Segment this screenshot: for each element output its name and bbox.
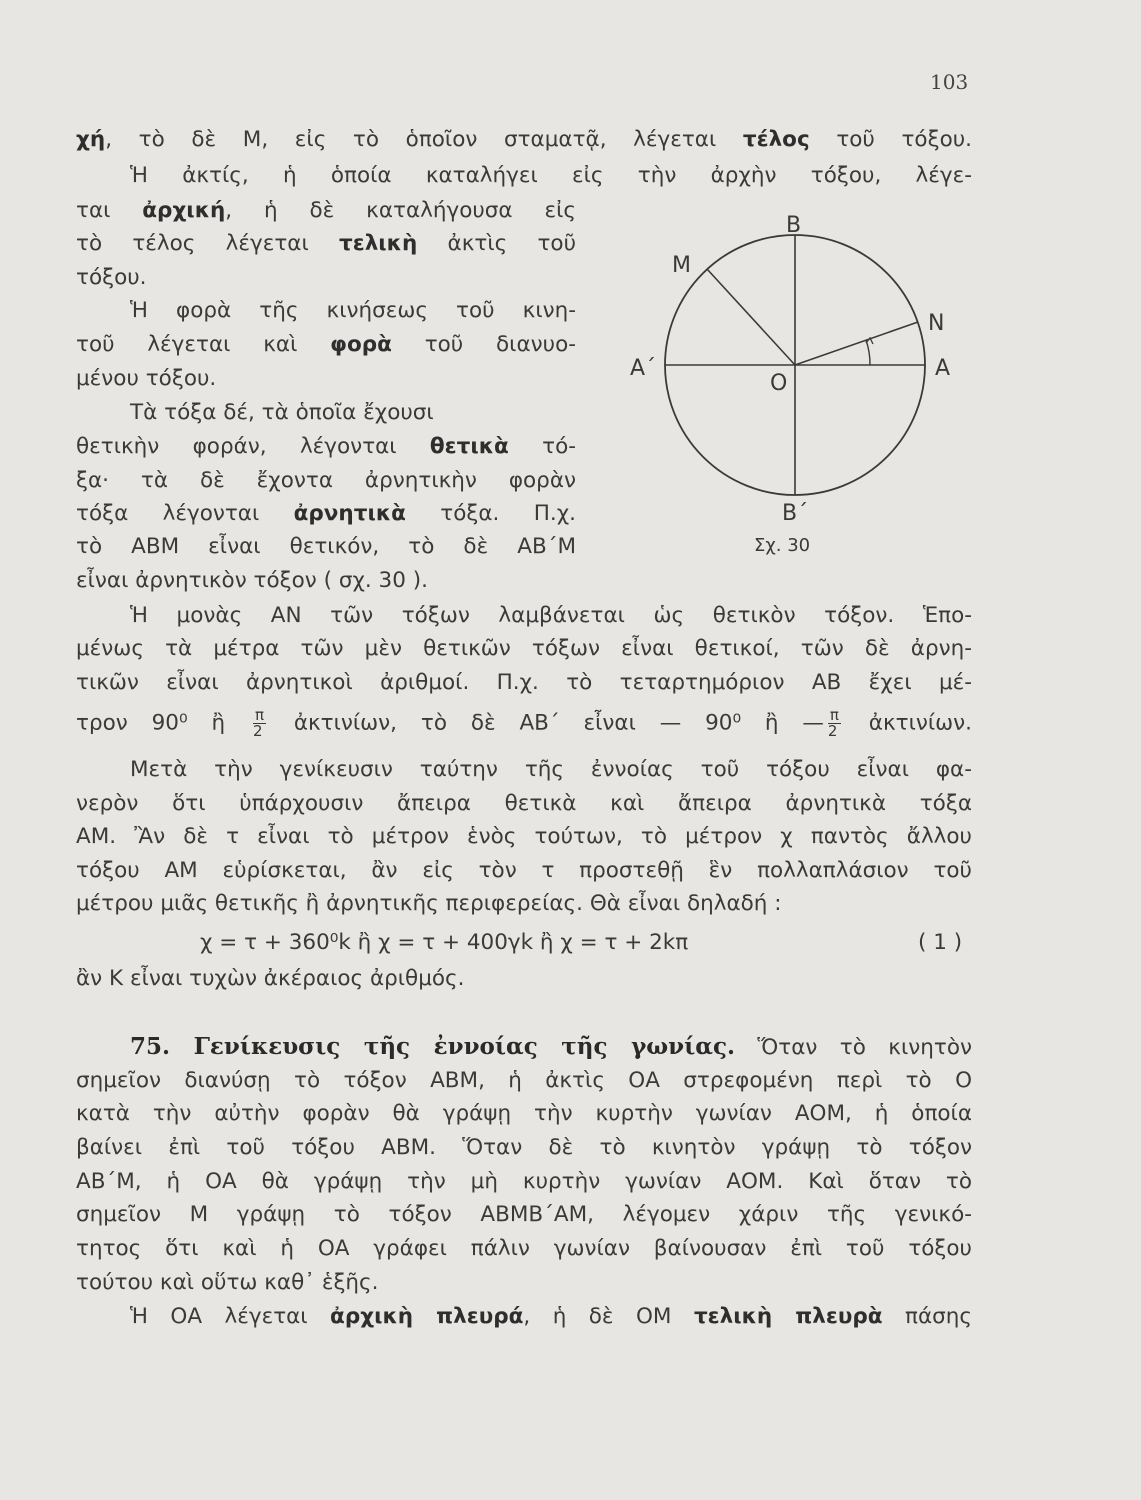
text-line xyxy=(130,398,434,428)
fraction xyxy=(253,708,266,739)
label-b-prime: B΄ xyxy=(782,501,809,526)
text-run: ἀκτὶς τοῦ xyxy=(417,231,577,256)
text-line xyxy=(76,432,576,462)
text-run: εἶναι ἀρνητικὸν τόξον ( σχ. 30 ). xyxy=(76,568,428,593)
text-line xyxy=(130,296,576,326)
label-n: N xyxy=(928,311,945,336)
label-a: A xyxy=(935,356,951,381)
label-o: O xyxy=(770,371,788,396)
fraction-numerator: π xyxy=(829,706,839,724)
text-line xyxy=(76,466,576,496)
text-run: Τὰ τόξα δέ, τὰ ὁποῖα ἔχουσι xyxy=(130,400,434,425)
text-line xyxy=(76,499,576,529)
text-run: τόξα λέγονται xyxy=(76,501,294,526)
text-run: Ἡ φορὰ τῆς κινήσεως τοῦ κινη- xyxy=(130,298,576,323)
text-run: , ἡ δὲ καταλήγουσα εἰς xyxy=(225,198,576,223)
text-run: Ἡ ΟΑ λέγεται xyxy=(130,1304,331,1329)
text-run: μένου τόξου. xyxy=(76,366,217,391)
text-line xyxy=(76,196,576,226)
text-line xyxy=(76,634,972,664)
text-line xyxy=(76,263,147,293)
text-run: σημεῖον Μ γράψῃ τὸ τόξον ΑΒΜΒ΄ΑΜ, λέγομεν χάριν τῆς γενικό- xyxy=(76,1202,972,1227)
angle-arc xyxy=(866,340,870,365)
text-line xyxy=(76,708,972,739)
text-run: Μετὰ τὴν γενίκευσιν ταύτην τῆς ἐννοίας τοῦ τόξου εἶναι φα- xyxy=(130,757,972,782)
text-run: τρον 90⁰ ἢ xyxy=(76,710,249,736)
bold-term: ἀρνητικὰ xyxy=(293,501,406,526)
text-line xyxy=(76,668,972,698)
label-m: M xyxy=(672,253,691,278)
text-run: νερὸν ὅτι ὑπάρχουσιν ἄπειρα θετικὰ καὶ ἄπειρα ἀρνητικὰ τόξα xyxy=(76,791,972,816)
figure-caption: Σχ. 30 xyxy=(754,535,811,556)
label-b: B xyxy=(786,213,802,238)
text-run: τόξα. Π.χ. xyxy=(405,501,576,526)
text-run: πάσης xyxy=(882,1304,973,1329)
fraction xyxy=(828,708,841,739)
text-line xyxy=(76,1099,972,1129)
text-run: χ = τ + 360⁰k ἢ χ = τ + 400γk ἢ χ = τ + 2kπ xyxy=(200,930,689,955)
bold-term: ἀρχική xyxy=(142,198,226,223)
page-number: 103 xyxy=(930,70,969,94)
text-run: τόξου. xyxy=(76,265,147,290)
bold-term: τελικὴ πλευρὰ xyxy=(693,1304,883,1329)
label-a-prime: A΄ xyxy=(630,356,657,381)
section-heading-line xyxy=(130,1032,972,1063)
text-run: τοῦ τόξου. xyxy=(809,127,972,152)
text-run: ΑΜ. Ἂν δὲ τ εἶναι τὸ μέτρον ἑνὸς τούτων, τὸ μέτρον χ παντὸς ἄλλου xyxy=(76,824,972,849)
text-line xyxy=(76,330,576,360)
text-run: τοῦ λέγεται καὶ xyxy=(76,332,331,357)
text-run: Ἡ ἀκτίς, ἡ ὁποία καταλήγει εἰς τὴν ἀρχὴν τόξου, λέγε- xyxy=(130,163,972,188)
text-line xyxy=(76,364,216,394)
text-run: τὸ ΑΒΜ εἶναι θετικόν, τὸ δὲ ΑΒ΄Μ xyxy=(76,534,576,559)
equation-number xyxy=(918,928,962,958)
text-run: σημεῖον διανύσῃ τὸ τόξον ΑΒΜ, ἡ ἀκτὶς ΟΑ στρεφομένη περὶ τὸ Ο xyxy=(76,1068,972,1093)
bold-term: τέλος xyxy=(742,127,810,152)
text-run: ται xyxy=(76,198,143,223)
text-run: μέτρου μιᾶς θετικῆς ἢ ἀρνητικῆς περιφερείας. Θὰ εἶναι δηλαδή : xyxy=(76,891,782,916)
text-run: , τὸ δὲ Μ, εἰς τὸ ὁποῖον σταματᾷ, λέγεται xyxy=(105,127,743,152)
text-run: τὸ τέλος λέγεται xyxy=(76,231,340,256)
text-run: τητος ὅτι καὶ ἡ ΟΑ γράφει πάλιν γωνίαν βαίνουσαν ἐπὶ τοῦ τόξου xyxy=(76,1236,972,1261)
text-run: τούτου καὶ οὕτω καθ᾽ ἑξῆς. xyxy=(76,1270,379,1295)
text-line xyxy=(76,1268,379,1298)
text-line xyxy=(76,822,972,852)
text-run: μένως τὰ μέτρα τῶν μὲν θετικῶν τόξων εἶναι θετικοί, τῶν δὲ ἀρνη- xyxy=(76,636,972,661)
text-line xyxy=(130,161,972,191)
text-line xyxy=(76,1167,972,1197)
text-run: βαίνει ἐπὶ τοῦ τόξου ΑΒΜ. Ὅταν δὲ τὸ κινητὸν γράψῃ τὸ τόξον xyxy=(76,1135,972,1160)
text-run: ξα· τὰ δὲ ἔχοντα ἀρνητικὴν φορὰν xyxy=(76,468,576,493)
text-run: ἀκτινίων. xyxy=(844,710,972,736)
text-line xyxy=(130,755,972,785)
text-line xyxy=(76,964,465,994)
text-line xyxy=(76,789,972,819)
text-line xyxy=(76,566,428,596)
text-run: , ἡ δὲ ΟΜ xyxy=(523,1304,694,1329)
text-run: Ὅταν τὸ κινητὸν xyxy=(734,1035,972,1060)
bold-term: θετικὰ xyxy=(429,434,509,459)
text-run: τικῶν εἶναι ἀρνητικοὶ ἀριθμοί. Π.χ. τὸ τεταρτημόριον ΑΒ ἔχει μέ- xyxy=(76,670,972,695)
text-line xyxy=(76,856,972,886)
text-line xyxy=(76,532,576,562)
radius-on xyxy=(795,322,918,365)
text-run: ἀκτινίων, τὸ δὲ ΑΒ΄ εἶναι — 90⁰ ἢ — xyxy=(269,710,824,736)
fraction-numerator: π xyxy=(254,706,264,724)
bold-term: ἀρχικὴ πλευρά xyxy=(330,1304,524,1329)
text-run: τοῦ διανυο- xyxy=(391,332,576,357)
text-line xyxy=(76,1133,972,1163)
text-line xyxy=(130,1302,972,1332)
formula-line xyxy=(200,928,688,958)
text-line xyxy=(130,601,972,631)
text-run: θετικὴν φοράν, λέγονται xyxy=(76,434,430,459)
text-line xyxy=(76,1066,972,1096)
fraction-denominator: 2 xyxy=(252,722,263,740)
section-heading: 75. Γενίκευσις τῆς ἐννοίας τῆς γωνίας. xyxy=(130,1033,735,1060)
radius-om xyxy=(707,269,795,365)
text-run: τό- xyxy=(508,434,576,459)
text-line xyxy=(76,889,781,919)
text-line xyxy=(76,229,576,259)
fraction-denominator: 2 xyxy=(827,722,838,740)
text-run: τόξου ΑΜ εὑρίσκεται, ἂν εἰς τὸν τ προστεθῇ ἓν πολλαπλάσιον τοῦ xyxy=(76,858,972,883)
text-line xyxy=(76,1234,972,1264)
text-run: ἂν Κ εἶναι τυχὼν ἀκέραιος ἀριθμός. xyxy=(76,966,465,991)
bold-term: τελικὴ xyxy=(339,231,418,256)
text-run: κατὰ τὴν αὐτὴν φορὰν θὰ γράψῃ τὴν κυρτὴν γωνίαν ΑΟΜ, ἡ ὁποία xyxy=(76,1101,972,1126)
circle-diagram xyxy=(630,213,960,530)
text-line xyxy=(76,1200,972,1230)
bold-term: φορὰ xyxy=(330,332,392,357)
text-line xyxy=(76,125,972,155)
text-run: ( 1 ) xyxy=(918,930,963,955)
text-run: Ἡ μονὰς ΑΝ τῶν τόξων λαμβάνεται ὡς θετικὸν τόξον. Ἑπο- xyxy=(130,603,972,628)
bold-term: χή xyxy=(76,127,106,152)
text-run: ΑΒ΄Μ, ἡ ΟΑ θὰ γράψῃ τὴν μὴ κυρτὴν γωνίαν ΑΟΜ. Καὶ ὅταν τὸ xyxy=(76,1169,972,1194)
